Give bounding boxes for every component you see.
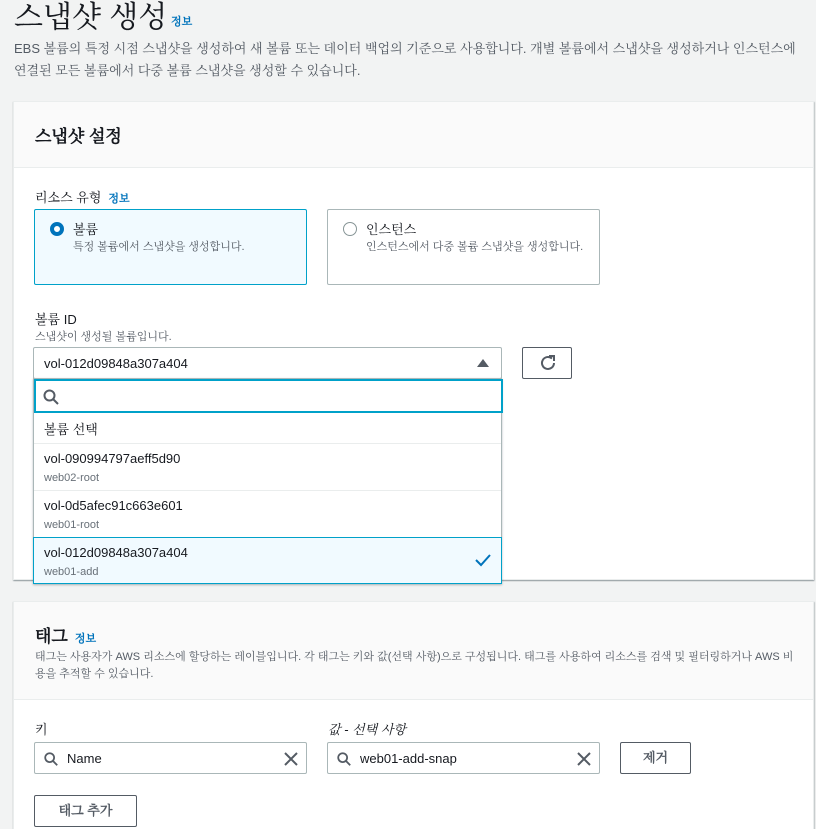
tags-description: 태그는 사용자가 AWS 리소스에 할당하는 레이블입니다. 각 태그는 키와 값(선택 사항)으로 구성됩니다. 태그를 사용하여 리소스를 검색 및 필터링하거나 AWS 비용을 추적할 수 있습니다. [35, 651, 794, 680]
instance-radio[interactable] [343, 222, 357, 236]
volume-id-hint: 스냅샷이 생성될 볼륨입니다. [35, 331, 172, 343]
tags-info-link[interactable]: 정보 [74, 633, 97, 645]
volume-id-label: 볼륨 ID [35, 312, 77, 327]
clear-icon[interactable] [283, 751, 299, 767]
checkmark-icon [475, 553, 491, 567]
option-volume-name: web01-root [44, 519, 100, 531]
dropdown-search-input[interactable] [34, 379, 503, 413]
resource-type-info-link[interactable]: 정보 [108, 193, 130, 205]
panel-header [14, 602, 813, 700]
resource-type-volume-tile[interactable] [34, 209, 307, 285]
dropdown-option[interactable] [34, 443, 501, 490]
volume-option-label: 볼륨 [73, 222, 99, 237]
clear-icon[interactable] [576, 751, 592, 767]
search-icon [336, 751, 352, 767]
search-icon [43, 751, 59, 767]
tag-key-value: Name [67, 751, 102, 766]
resource-type-instance-tile[interactable] [327, 209, 600, 285]
add-tag-button[interactable]: 태그 추가 [34, 795, 137, 827]
volume-dropdown-menu [33, 378, 502, 584]
panel-header [14, 102, 813, 168]
volume-radio[interactable] [50, 222, 64, 236]
option-volume-name: web01-add [44, 566, 99, 578]
tag-value-value: web01-add-snap [360, 751, 457, 766]
volume-id-selected-value: vol-012d09848a307a404 [44, 356, 188, 371]
resource-type-label: 리소스 유형 정보 [35, 190, 130, 205]
page-description: EBS 볼륨의 특정 시점 스냅샷을 생성하여 새 볼륨 또는 데이터 백업의 기준으로 사용합니다. 개별 볼륨에서 스냅샷을 생성하거나 인스턴스에 연결된 모든 볼륨에서 다중 볼륨 스냅샷을 생성할 수 있습니다. [14, 41, 796, 78]
remove-tag-button[interactable]: 제거 [620, 742, 691, 774]
tags-panel [13, 601, 814, 829]
option-volume-id: vol-012d09848a307a404 [44, 545, 188, 560]
volume-option-description: 특정 볼륨에서 스냅샷을 생성합니다. [73, 241, 245, 253]
tag-value-label: 값 - 선택 사항 [328, 722, 406, 737]
panel-title: 스냅샷 설정 [35, 127, 122, 146]
tags-title: 태그 정보 [35, 627, 97, 646]
tag-key-input[interactable] [34, 742, 307, 774]
caret-up-icon [477, 359, 489, 367]
dropdown-option-selected[interactable] [33, 537, 502, 584]
option-volume-name: web02-root [44, 472, 100, 484]
dropdown-group-label: 볼륨 선택 [44, 422, 98, 437]
option-volume-id: vol-0d5afec91c663e601 [44, 498, 183, 513]
search-icon [42, 388, 60, 406]
instance-option-description: 인스턴스에서 다중 볼륨 스냅샷을 생성합니다. [366, 241, 584, 253]
refresh-icon [523, 348, 573, 378]
tag-key-label: 키 [35, 722, 48, 737]
dropdown-option[interactable] [34, 490, 501, 537]
instance-option-label: 인스턴스 [366, 222, 417, 237]
tag-value-input[interactable] [327, 742, 600, 774]
page-info-link[interactable]: 정보 [171, 16, 193, 28]
refresh-button[interactable] [522, 347, 572, 379]
option-volume-id: vol-090994797aeff5d90 [44, 451, 181, 466]
page-title: 스냅샷 생성 [14, 1, 168, 34]
volume-id-select[interactable] [33, 347, 502, 379]
